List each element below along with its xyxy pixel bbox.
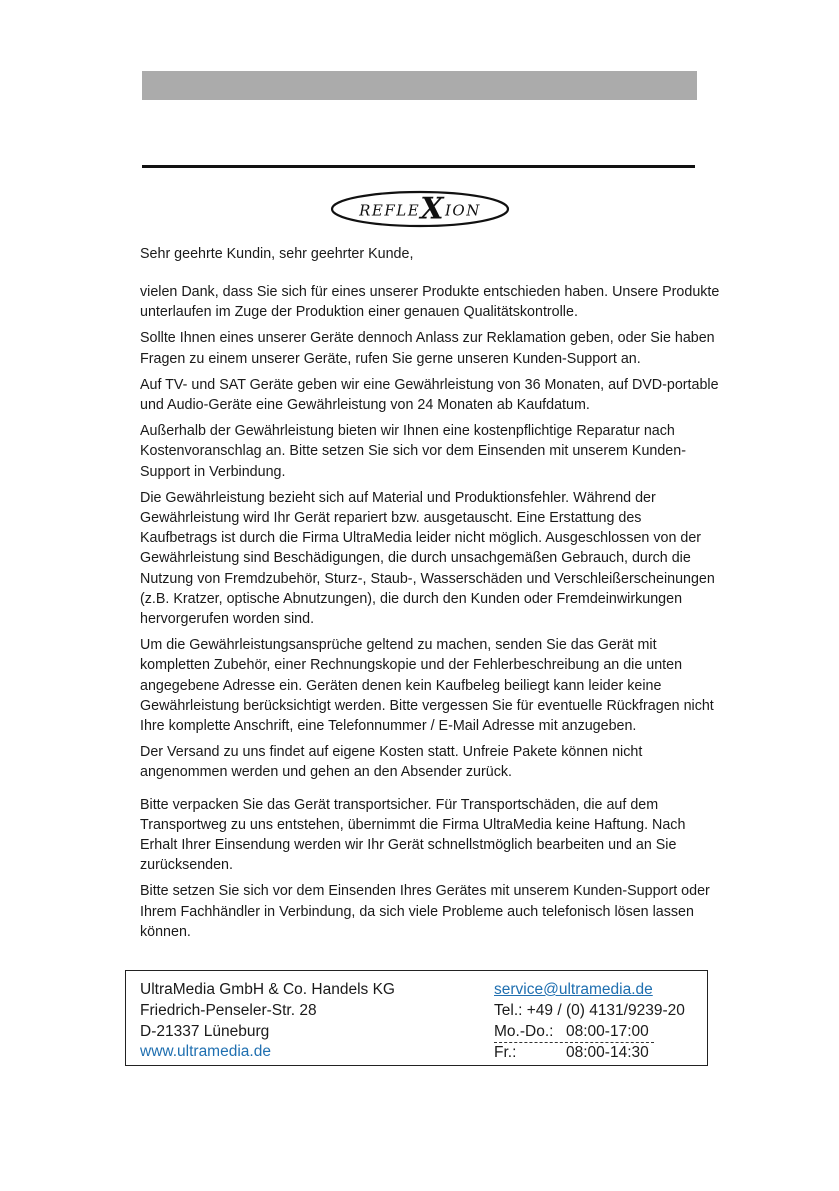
hours-days: Fr.: [494,1044,517,1062]
salutation: Sehr geehrte Kundin, sehr geehrter Kunde, [140,246,414,262]
contact-block [494,980,685,1064]
address-block [140,980,395,1063]
text-line: und Audio-Geräte eine Gewährleistung von 24 Monaten ab Kaufdatum. [140,397,590,414]
logo-text-x: X [420,191,445,227]
text-line: hervorgerufen worden sind. [140,611,315,628]
text-line: Kostenvoranschlag an. Bitte setzen Sie sich vor dem Einsenden mit unserem Kunden- [140,443,686,460]
paragraph-shipping-cost [140,742,710,782]
text-line: unterlaufen im Zuge der Produktion einer genauen Qualitätskontrolle. [140,304,578,321]
letter-body [140,244,720,948]
hours-days: Mo.-Do.: [494,1022,554,1040]
hours-friday [494,1043,685,1064]
paragraph-thanks [140,282,720,322]
company-name: UltraMedia GmbH & Co. Handels KG [140,981,395,998]
street-address: Friedrich-Penseler-Str. 28 [140,1001,317,1019]
paragraph-warranty-scope [140,488,715,629]
city-address: D-21337 Lüneburg [140,1022,270,1040]
text-line: Gewährleistung berücksichtigt werden. Bitte vergessen Sie für eventuelle Rückfragen nicht [140,697,714,714]
hours-time: 08:00-17:00 [566,1022,649,1040]
paragraph-claim-process [140,635,714,736]
text-line: Um die Gewährleistungsansprüche geltend zu machen, senden Sie das Gerät mit [140,637,657,654]
phone-number: Tel.: +49 / (0) 4131/9239-20 [494,1001,685,1019]
text-line: angenommen werden und gehen an den Absender zurück. [140,764,512,781]
text-line: können. [140,923,191,940]
text-line: Support in Verbindung. [140,463,286,480]
text-line: Die Gewährleistung bezieht sich auf Material und Produktionsfehler. Während der [140,489,656,506]
text-line: Ihrem Fachhändler in Verbindung, da sich viele Probleme auch telefonisch lösen lassen [140,903,694,920]
text-line: kompletten Zubehör, einer Rechnungskopie und der Fehlerbeschreibung an die unten [140,657,683,674]
logo-text [358,192,481,227]
text-line: Der Versand zu uns findet auf eigene Kosten statt. Unfreie Pakete können nicht [140,744,643,761]
text-line: Bitte verpacken Sie das Gerät transportsicher. Für Transportschäden, die auf dem [140,796,659,813]
text-line: Fragen zu einem unserer Geräte, rufen Sie gerne unseren Kunden-Support an. [140,350,641,367]
text-line: Kaufbetrags ist durch die Firma UltraMedia leider nicht möglich. Ausgeschlossen von der [140,530,702,547]
text-line: (z.B. Kratzer, optische Abnutzungen), die durch den Kunden oder Fremdeinwirkungen [140,590,683,607]
text-line: Auf TV- und SAT Geräte geben wir eine Gewährleistung von 36 Monaten, auf DVD-portable [140,376,719,393]
header-divider [142,165,695,168]
header-bar [142,71,697,100]
reflexion-logo [330,189,510,229]
text-line: vielen Dank, dass Sie sich für eines unserer Produkte entschieden haben. Unsere Produkte [140,284,720,300]
text-line: Außerhalb der Gewährleistung bieten wir Ihnen eine kostenpflichtige Reparatur nach [140,423,675,440]
text-line: zurücksenden. [140,857,233,874]
hours-weekdays [494,1022,654,1044]
paragraph-packaging [140,795,710,876]
text-line: angegebene Adresse ein. Geräten denen kein Kaufbeleg beiliegt kann leider keine [140,677,662,694]
text-line: Gewährleistung sind Beschädigungen, die durch unsachgemäßen Gebrauch, durch die [140,550,691,567]
text-line: Transportweg zu uns entstehen, übernimmt die Firma UltraMedia keine Haftung. Nach [140,816,686,833]
paragraph-complaint [140,328,715,368]
text-line: Gewährleistung wird Ihr Gerät repariert bzw. ausgetauscht. Eine Erstattung des [140,510,642,527]
contact-box [125,970,708,1066]
text-line: Bitte setzen Sie sich vor dem Einsenden Ihres Gerätes mit unserem Kunden-Support oder [140,883,710,900]
hours-time: 08:00-14:30 [566,1044,649,1062]
logo-text-end: ION [444,201,481,220]
paragraph-warranty-period [140,375,719,415]
logo-text-start: REFLE [359,201,421,220]
email-link[interactable]: service@ultramedia.de [494,981,653,998]
text-line: Nutzung von Fremdzubehör, Sturz-, Staub-, Wasserschäden und Verschleißerscheinungen [140,570,715,587]
paragraph-paid-repair [140,421,710,482]
text-line: Erhalt Ihrer Einsendung werden wir Ihr Gerät schnellstmöglich bearbeiten und an Sie [140,837,677,854]
website-link[interactable]: www.ultramedia.de [140,1043,271,1061]
text-line: Sollte Ihnen eines unserer Geräte dennoch Anlass zur Reklamation geben, oder Sie haben [140,330,715,347]
text-line: Ihre komplette Anschrift, eine Telefonnummer / E-Mail Adresse mit anzugeben. [140,718,637,735]
paragraph-contact-first [140,881,710,942]
